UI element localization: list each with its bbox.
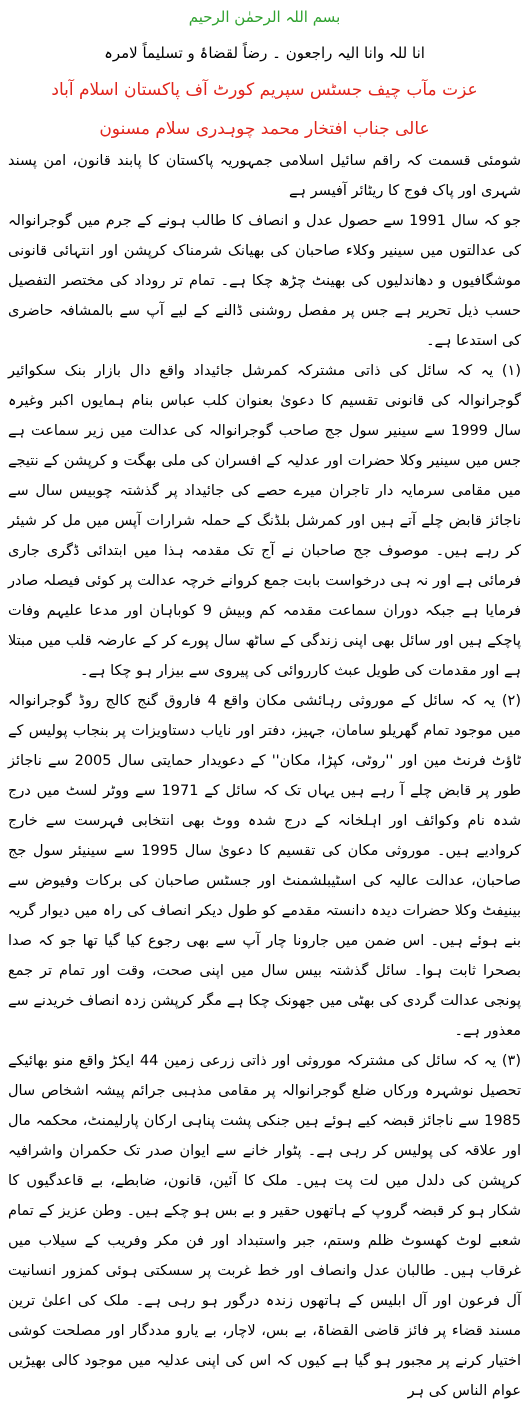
intro-paragraph: شومئی قسمت کہ راقم سائیل اسلامی جمہوریہ پاکستان کا پابند قانون، امن پسند شہری اور پاک فوج کا ریٹائر آفیسر ہے	[8, 153, 521, 199]
paragraph-3: (۳) یہ کہ سائل کی مشترکہ موروثی اور ذاتی زرعی زمین 44 ایکڑ واقع منو بھائیکے تحصیل نوشہرہ ورکاں ضلع گوجرانوالہ پر مقامی مذہبی جرائم پیشہ اشخاص سال 1985 سے ناجائز قبضہ کیے ہوئے ہیں جنکی پشت پناہی ارکان پارلیمنٹ، محکمہ مال اور علاقہ کی پولیس کر رہی ہے۔ پٹوار خانے سے ایوان صدر تک حکمران واشرافیہ کرپشن کی دلدل میں لت پت ہیں۔ ملک کا آئین، قانون، ضابطے، بے قاعدگیوں کا شکار ہو کر قبضہ گروپ کے ہاتھوں حقیر و بے بس ہو چکے ہیں۔ وطن عزیز کے تمام شعبے لوٹ کھسوٹ ظلم وستم، جبر واستبداد اور فن مکر وفریب کے سیلاب میں غرقاب ہیں۔ طالبان عدل وانصاف اور خط غربت پر سسکتی ہوئی کمزور انسانیت آل فرعون اور آل ابلیس کے ہاتھوں زندہ درگور ہو رہی ہے۔ ملک کی اعلیٰ ترین مسند قضاء پر فائز قاضی القضاۃ، بے بس، لاچار، بے یارو مددگار اور مصلحت کوشی اختیار کرنے پر مجبور ہو گیا ہے کیوں کہ اس کی اپنی عدلیہ میں موجود کالی بھیڑیں عوام الناس کی ہر	[8, 1053, 521, 1399]
paragraph-1: (۱) یہ کہ سائل کی ذاتی مشترکہ کمرشل جائیداد واقع دال بازار بنک سکوائیر گوجرانوالہ کی قانونی تقسیم کا دعویٰ بعنوان کلب عباس بنام ہمایوں اکبر وغیرہ سال 1999 سے سینیر سول جج صاحب گوجرانوالہ کی عدالت میں زیر سماعت ہے جس میں سینیر وکلا حضرات اور عدلیہ کے افسران کی ملی بھگت و کرپشن کے نتیجے میں مقامی سرمایہ دار تاجران میرے حصے کی جائیداد پر گذشتہ چوبیس سال سے ناجائز قابض چلے آتے ہیں اور کمرشل بلڈنگ کے حملہ شرارات آپس میں مل کر شیئر کر رہے ہیں۔ موصوف جج صاحبان نے آج تک مقدمہ ہذا میں ابتدائی ڈگری جاری فرمائی ہے اور نہ ہی درخواست بابت جمع کروانے خرچہ عدالت پر کوئی فیصلہ صادر فرمایا ہے جبکہ دوران سماعت مقدمہ کم وبیش 9 کوباہان اور مدعا علیہم وفات پاچکے ہیں اور سائل بھی اپنی زندگی کے ساٹھ سال پورے کر کے عارضہ قلب میں مبتلا ہے اور مقدمات کی طویل عبث کارروائی کی پیروی سے بیزار ہو چکا ہے۔	[8, 363, 521, 679]
addressee-title: عزت مآب چیف جسٹس سپریم کورٹ آف پاکستان اسلام آباد	[51, 80, 478, 100]
letter-body	[8, 146, 521, 1406]
addressee-name: عالی جناب افتخار محمد چوہدری سلام مسنون	[99, 119, 430, 139]
paragraph-0: جو کہ سال 1991 سے حصول عدل و انصاف کا طالب ہونے کے جرم میں گوجرانوالہ کی عدالتوں میں سینیر وکلاء صاحبان کی بھیانک شرمناک کرپشن اور انتہائی قانونی موشگافیوں و دھاندلیوں کی بھینٹ چڑھ چکا ہے۔ تمام تر روداد کی مختصر التفصیل حسب ذیل تحریر ہے جس پر مفصل روشنی ڈالنے کے لیے آپ سے بالمشافہ حاضری کی استدعا ہے۔	[8, 213, 521, 349]
paragraph-2: (۲) یہ کہ سائل کے موروثی رہائشی مکان واقع 4 فاروق گنج کالج روڈ گوجرانوالہ میں موجود تمام گھریلو سامان، جہیز، دفتر اور نایاب دستاویزات پر بنجاب پولیس کے ٹاؤٹ فرنٹ مین اور ''روٹی، کپڑا، مکان'' کے دعویدار حمایتی سال 2005 سے ناجائز طور پر قابض چلے آ رہے ہیں یہاں تک کہ سائل کے 1971 سے ووٹر لسٹ میں درج شدہ نام وکوائف اور اہلخانہ کے درج شدہ ووٹ بھی انتخابی فہرست سے خارج کروادیے ہیں۔ موروثی مکان کی تقسیم کا دعویٰ سال 1995 سے سینیئر سول جج صاحبان، عدالت عالیہ کی اسٹیبلشمنٹ اور جسٹس صاحبان کی برکات وفیوض سے بینیفٹ وکلا حضرات دیدہ دانستہ مقدمے کو طول دیکر انصاف کی راہ میں دیوار گریہ بنے ہوئے ہیں۔ اس ضمن میں جارونا چار آپ سے بھی رجوع کیا گیا تھا جو کہ صدا بصحرا ثابت ہوا۔ سائل گذشتہ بیس سال میں اپنی صحت، وقت اور تمام تر جمع پونجی عدالت گردی کی بھٹی میں جھونک چکا ہے مگر کرپشن زدہ انصاف خریدنے سے معذور ہے۔	[8, 693, 522, 1039]
bismillah-heading: بسم اللہ الرحمٰن الرحیم	[188, 8, 341, 26]
inna-lillah-line: انا للہ وانا الیہ راجعون ۔ رضاً لقضاۂ و تسلیماً لامرہ	[104, 44, 425, 62]
